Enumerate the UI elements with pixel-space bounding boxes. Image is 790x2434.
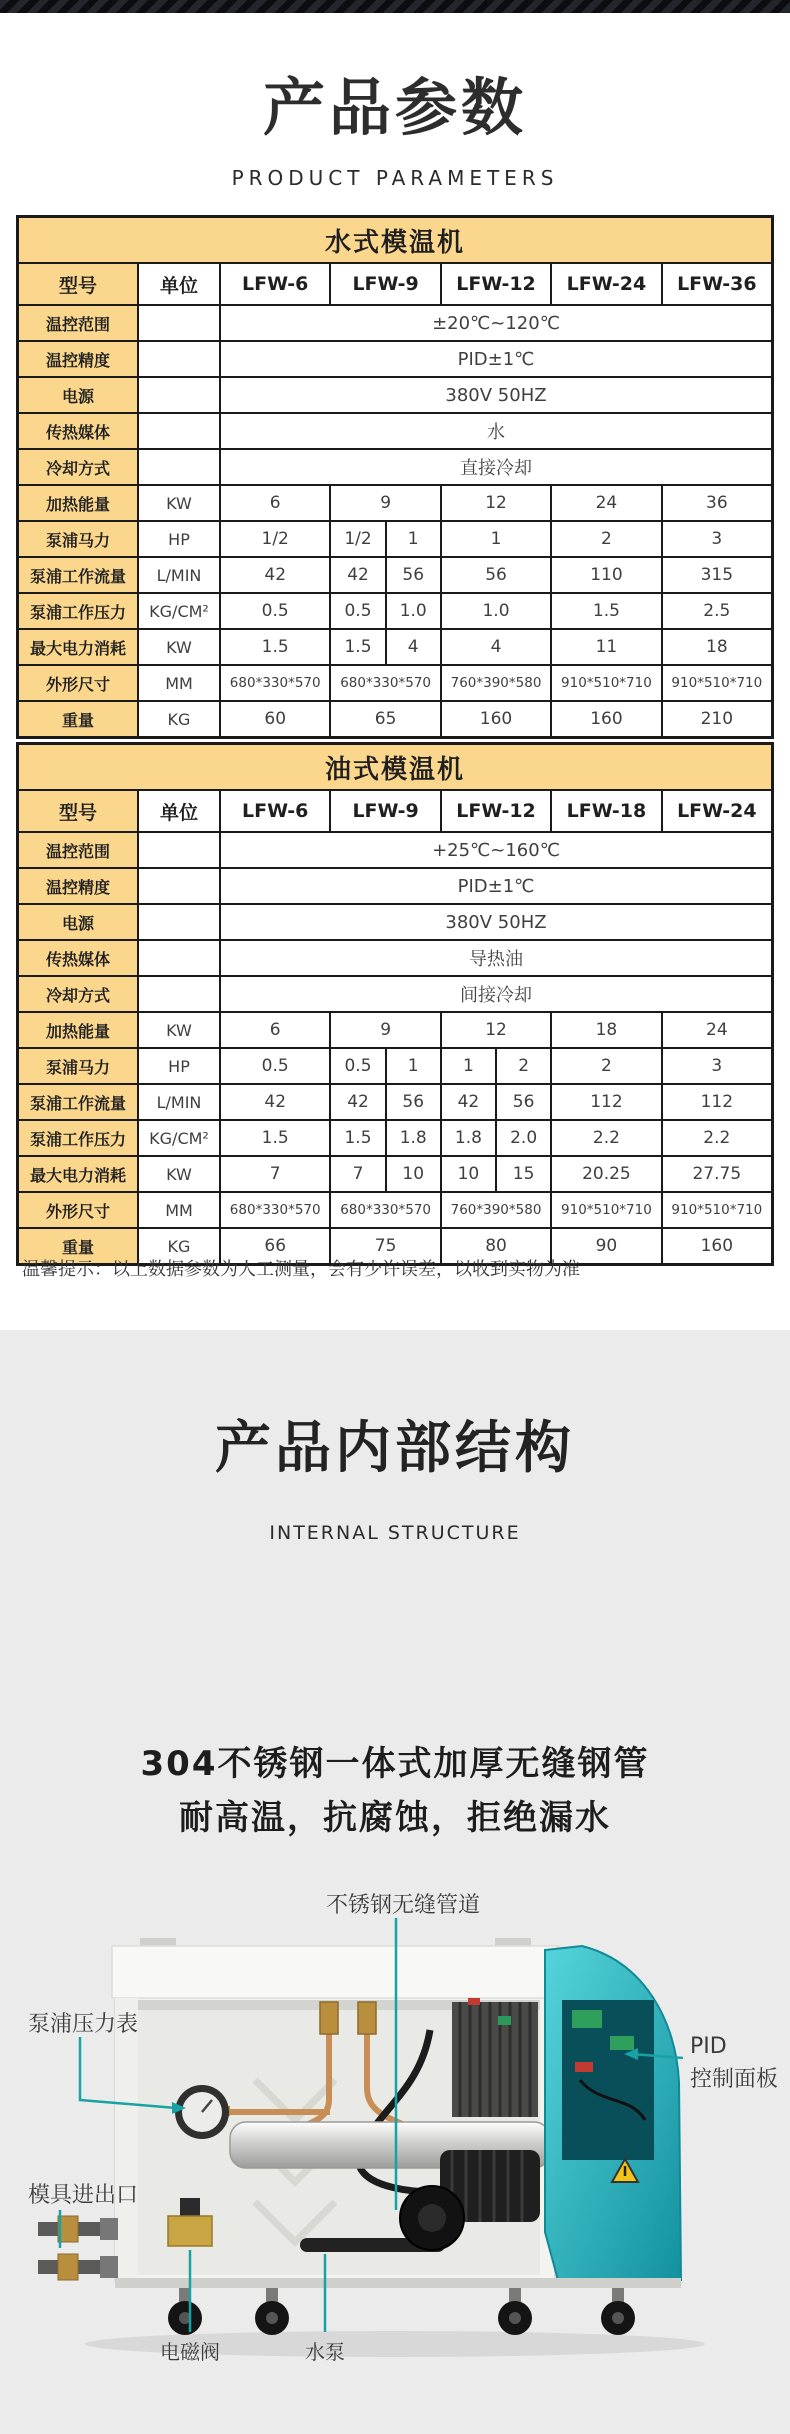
- spec-subcell: 1: [463, 1056, 474, 1076]
- spec-cell: 导热油: [219, 941, 771, 975]
- spec-cell: 直接冷却: [219, 450, 771, 484]
- spec-subcell: 1.8: [385, 1121, 440, 1155]
- spec-cell: HP: [137, 522, 219, 556]
- spec-cell: 1.5: [550, 594, 660, 628]
- spec-cell: 2: [550, 1049, 660, 1083]
- spec-row: [19, 412, 771, 448]
- spec-row: [19, 448, 771, 484]
- spec-cell: [137, 869, 219, 903]
- spec-cell: [329, 594, 439, 628]
- spec-cell: 2.2: [550, 1121, 660, 1155]
- table-header-row: [19, 262, 771, 304]
- spec-cell: +25℃~160℃: [219, 833, 771, 867]
- spec-cell: 水: [219, 414, 771, 448]
- spec-row: [19, 592, 771, 628]
- spec-cell: 80: [440, 1229, 550, 1263]
- spec-cell: 间接冷却: [219, 977, 771, 1011]
- spec-cell: 910*510*710: [550, 1193, 660, 1227]
- spec-cell: 680*330*570: [329, 666, 439, 700]
- spec-cell: 3: [661, 522, 771, 556]
- spec-subcell: 0.5: [344, 601, 372, 621]
- spec-cell: LFW-9: [329, 791, 439, 831]
- section-title-structure: 产品内部结构: [215, 1416, 575, 1481]
- spec-row: [19, 340, 771, 376]
- spec-cell: [329, 1157, 439, 1191]
- spec-cell: 0.5: [219, 1049, 329, 1083]
- spec-cell: LFW-9: [329, 264, 439, 304]
- spec-cell: 56: [440, 558, 550, 592]
- spec-cell: HP: [137, 1049, 219, 1083]
- spec-cell: 最大电力消耗: [19, 1157, 137, 1191]
- spec-cell: 36: [661, 486, 771, 520]
- spec-cell: [137, 378, 219, 412]
- spec-cell: [329, 522, 439, 556]
- spec-subcell: 10: [457, 1164, 480, 1184]
- spec-cell: PID±1℃: [219, 869, 771, 903]
- spec-cell: 12: [440, 1013, 550, 1047]
- spec-cell: 单位: [137, 264, 219, 304]
- spec-cell: MM: [137, 666, 219, 700]
- spec-cell: 60: [219, 702, 329, 736]
- spec-row: [19, 664, 771, 700]
- spec-cell: 760*390*580: [440, 666, 550, 700]
- spec-cell: KG: [137, 1229, 219, 1263]
- spec-cell: 680*330*570: [219, 666, 329, 700]
- spec-cell: 210: [661, 702, 771, 736]
- spec-cell: 型号: [19, 264, 137, 304]
- spec-row: [19, 520, 771, 556]
- spec-cell: 1/2: [219, 522, 329, 556]
- spec-cell: L/MIN: [137, 1085, 219, 1119]
- spec-subcell: 4: [385, 630, 440, 664]
- spec-cell: [137, 306, 219, 340]
- spec-cell: [329, 1121, 439, 1155]
- spec-subcell: 1.8: [454, 1128, 482, 1148]
- spec-subcell: 1.5: [344, 637, 372, 657]
- mold-ports: [38, 2216, 118, 2280]
- spec-cell: 112: [550, 1085, 660, 1119]
- spec-row: [19, 1083, 771, 1119]
- spec-cell: 12: [440, 486, 550, 520]
- spec-subcell: 56: [385, 1085, 440, 1119]
- spec-row: [19, 1191, 771, 1227]
- table-title: 水式模温机: [19, 218, 771, 262]
- spec-subcell: 2.0: [495, 1121, 550, 1155]
- spec-subcell: 42: [347, 565, 369, 585]
- spec-subcell: 2: [495, 1049, 550, 1083]
- spec-cell: 65: [329, 702, 439, 736]
- spec-cell: 24: [661, 1013, 771, 1047]
- spec-cell: 重量: [19, 1229, 137, 1263]
- spec-cell: LFW-12: [440, 264, 550, 304]
- spec-cell: 380V 50HZ: [219, 905, 771, 939]
- spec-subcell: 56: [495, 1085, 550, 1119]
- spec-subcell: 7: [352, 1164, 364, 1184]
- spec-row: [19, 700, 771, 736]
- spec-cell: KG/CM²: [137, 1121, 219, 1155]
- spec-cell: KW: [137, 630, 219, 664]
- spec-cell: 3: [661, 1049, 771, 1083]
- spec-cell: 910*510*710: [661, 1193, 771, 1227]
- spec-cell: 泵浦工作流量: [19, 558, 137, 592]
- spec-row: [19, 484, 771, 520]
- spec-cell: 18: [661, 630, 771, 664]
- spec-cell: KG: [137, 702, 219, 736]
- spec-cell: 传热媒体: [19, 941, 137, 975]
- oil-table: [16, 742, 774, 1266]
- spec-cell: 6: [219, 1013, 329, 1047]
- spec-cell: 温控精度: [19, 869, 137, 903]
- feature-headline-line1: 304不锈钢一体式加厚无缝钢管: [140, 1744, 650, 1784]
- spec-cell: [440, 1157, 550, 1191]
- spec-cell: [440, 1049, 550, 1083]
- spec-row: [19, 831, 771, 867]
- spec-cell: 2.2: [661, 1121, 771, 1155]
- spec-cell: LFW-18: [550, 791, 660, 831]
- section-title-parameters: 产品参数: [262, 71, 527, 144]
- spec-cell: [137, 414, 219, 448]
- spec-cell: LFW-24: [661, 791, 771, 831]
- spec-cell: [329, 630, 439, 664]
- section-subtitle-parameters: PRODUCT PARAMETERS: [231, 166, 559, 190]
- spec-cell: LFW-6: [219, 791, 329, 831]
- spec-row: [19, 1119, 771, 1155]
- spec-cell: KG/CM²: [137, 594, 219, 628]
- spec-cell: 加热能量: [19, 486, 137, 520]
- spec-cell: 1.5: [219, 630, 329, 664]
- spec-cell: [137, 905, 219, 939]
- spec-row: [19, 939, 771, 975]
- spec-cell: 型号: [19, 791, 137, 831]
- spec-cell: 66: [219, 1229, 329, 1263]
- spec-cell: [329, 558, 439, 592]
- callout-label-pump-pressure-gauge: 泵浦压力表: [28, 2012, 139, 2037]
- callout-label-pid-control-panel: [690, 2030, 778, 2096]
- spec-cell: [137, 342, 219, 376]
- spec-cell: 680*330*570: [219, 1193, 329, 1227]
- spec-cell: [137, 941, 219, 975]
- spec-cell: 24: [550, 486, 660, 520]
- spec-subcell: 15: [495, 1157, 550, 1191]
- spec-cell: [137, 450, 219, 484]
- carbon-fiber-strip: [0, 0, 790, 13]
- spec-row: [19, 903, 771, 939]
- callout-label-seamless-pipe: 不锈钢无缝管道: [325, 1893, 480, 1918]
- spec-cell: 泵浦工作流量: [19, 1085, 137, 1119]
- spec-cell: 20.25: [550, 1157, 660, 1191]
- spec-cell: KW: [137, 1157, 219, 1191]
- spec-subcell: 56: [385, 558, 440, 592]
- spec-row: [19, 376, 771, 412]
- spec-cell: [137, 833, 219, 867]
- spec-subcell: 0.5: [344, 1056, 372, 1076]
- spec-cell: 7: [219, 1157, 329, 1191]
- spec-row: [19, 1047, 771, 1083]
- spec-cell: 910*510*710: [661, 666, 771, 700]
- spec-cell: 温控精度: [19, 342, 137, 376]
- spec-cell: 160: [550, 702, 660, 736]
- spec-row: [19, 628, 771, 664]
- spec-cell: KW: [137, 1013, 219, 1047]
- disclaimer-note: 温馨提示：以上数据参数为人工测量，会有少许误差，以收到实物为准: [22, 1259, 580, 1280]
- electrical-panel: [452, 1998, 538, 2117]
- spec-cell: 9: [329, 486, 439, 520]
- spec-cell: 680*330*570: [329, 1193, 439, 1227]
- callout-label-mold-inlet-outlet: 模具进出口: [28, 2183, 139, 2208]
- spec-row: [19, 867, 771, 903]
- spec-cell: 9: [329, 1013, 439, 1047]
- spec-row: [19, 304, 771, 340]
- spec-row: [19, 556, 771, 592]
- table-title: 油式模温机: [19, 745, 771, 789]
- spec-cell: 75: [329, 1229, 439, 1263]
- spec-cell: 2: [550, 522, 660, 556]
- spec-cell: MM: [137, 1193, 219, 1227]
- spec-cell: 0.5: [219, 594, 329, 628]
- spec-cell: 重量: [19, 702, 137, 736]
- spec-cell: LFW-36: [661, 264, 771, 304]
- spec-row: [19, 1011, 771, 1047]
- spec-cell: 1: [440, 522, 550, 556]
- spec-subcell: 1.5: [344, 1128, 372, 1148]
- spec-cell: 外形尺寸: [19, 1193, 137, 1227]
- spec-cell: 6: [219, 486, 329, 520]
- spec-cell: [329, 1049, 439, 1083]
- spec-cell: 泵浦马力: [19, 522, 137, 556]
- spec-cell: 传热媒体: [19, 414, 137, 448]
- spec-cell: KW: [137, 486, 219, 520]
- spec-cell: [440, 1121, 550, 1155]
- spec-subcell: 42: [457, 1092, 480, 1112]
- spec-cell: PID±1℃: [219, 342, 771, 376]
- spec-cell: ±20℃~120℃: [219, 306, 771, 340]
- spec-cell: 泵浦工作压力: [19, 1121, 137, 1155]
- table-header-row: [19, 789, 771, 831]
- spec-cell: 160: [440, 702, 550, 736]
- spec-cell: 380V 50HZ: [219, 378, 771, 412]
- spec-cell: 1.0: [440, 594, 550, 628]
- spec-cell: 最大电力消耗: [19, 630, 137, 664]
- spec-cell: LFW-12: [440, 791, 550, 831]
- spec-cell: 90: [550, 1229, 660, 1263]
- spec-cell: 18: [550, 1013, 660, 1047]
- callout-label-water-pump: 水泵: [305, 2340, 345, 2364]
- spec-cell: 110: [550, 558, 660, 592]
- spec-cell: 760*390*580: [440, 1193, 550, 1227]
- spec-cell: 112: [661, 1085, 771, 1119]
- spec-cell: 加热能量: [19, 1013, 137, 1047]
- spec-cell: [329, 1085, 439, 1119]
- spec-cell: 4: [440, 630, 550, 664]
- spec-cell: LFW-24: [550, 264, 660, 304]
- spec-row: [19, 975, 771, 1011]
- feature-headline-line2: 耐高温，抗腐蚀，拒绝漏水: [179, 1798, 611, 1838]
- spec-subcell: 42: [347, 1092, 369, 1112]
- spec-cell: 冷却方式: [19, 450, 137, 484]
- spec-cell: 单位: [137, 791, 219, 831]
- spec-subcell: 1: [385, 522, 440, 556]
- spec-cell: 泵浦工作压力: [19, 594, 137, 628]
- spec-cell: 温控范围: [19, 306, 137, 340]
- machine-base: [115, 2278, 681, 2288]
- spec-cell: 42: [219, 558, 329, 592]
- spec-cell: 2.5: [661, 594, 771, 628]
- caster-wheels: [168, 2288, 635, 2335]
- spec-cell: 11: [550, 630, 660, 664]
- spec-cell: LFW-6: [219, 264, 329, 304]
- section-subtitle-structure: INTERNAL STRUCTURE: [269, 1522, 521, 1544]
- spec-row: [19, 1155, 771, 1191]
- spec-cell: 电源: [19, 378, 137, 412]
- machine-photo: [0, 1850, 790, 2370]
- spec-cell: 315: [661, 558, 771, 592]
- spec-cell: 温控范围: [19, 833, 137, 867]
- spec-cell: 外形尺寸: [19, 666, 137, 700]
- pid-label-line2: 控制面板: [690, 2067, 779, 2092]
- callout-label-solenoid-valve: 电磁阀: [160, 2340, 220, 2364]
- spec-cell: 冷却方式: [19, 977, 137, 1011]
- spec-subcell: 1.0: [385, 594, 440, 628]
- spec-cell: 1.5: [219, 1121, 329, 1155]
- spec-cell: 电源: [19, 905, 137, 939]
- spec-cell: L/MIN: [137, 558, 219, 592]
- pid-panel-housing: [545, 1946, 681, 2280]
- spec-cell: 42: [219, 1085, 329, 1119]
- water-table: [16, 215, 774, 739]
- spec-cell: 泵浦马力: [19, 1049, 137, 1083]
- spec-cell: 160: [661, 1229, 771, 1263]
- spec-cell: [137, 977, 219, 1011]
- spec-subcell: 10: [385, 1157, 440, 1191]
- pid-label-line1: PID: [690, 2034, 727, 2059]
- spec-cell: 27.75: [661, 1157, 771, 1191]
- spec-cell: [440, 1085, 550, 1119]
- spec-subcell: 1: [385, 1049, 440, 1083]
- spec-subcell: 1/2: [344, 529, 372, 549]
- spec-cell: 910*510*710: [550, 666, 660, 700]
